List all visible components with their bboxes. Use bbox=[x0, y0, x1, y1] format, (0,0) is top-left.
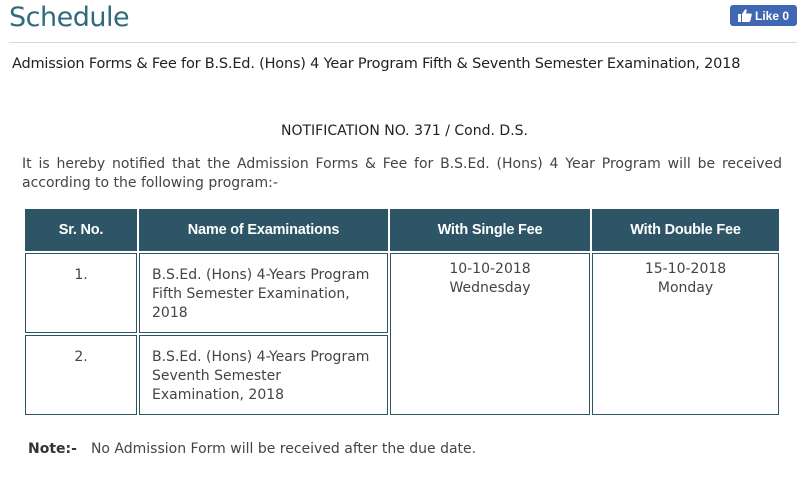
row-sr-no: 2. bbox=[25, 335, 137, 415]
page-subtitle: Admission Forms & Fee for B.S.Ed. (Hons) 4 Year Program Fifth & Seventh Semester Examination, 2018 bbox=[12, 56, 741, 72]
header-sr-no: Sr. No. bbox=[25, 209, 137, 251]
row-exam-name: B.S.Ed. (Hons) 4-Years Program Fifth Semester Examination, 2018 bbox=[139, 253, 388, 333]
note-label: Note:- bbox=[28, 441, 77, 457]
header-double-fee: With Double Fee bbox=[592, 209, 779, 251]
double-fee-cell bbox=[592, 253, 779, 415]
schedule-table bbox=[23, 207, 781, 417]
single-fee-date: 10-10-2018 bbox=[449, 261, 531, 277]
intro-paragraph: It is hereby notified that the Admission Forms & Fee for B.S.Ed. (Hons) 4 Year Program will be received according to the following program:- bbox=[22, 156, 782, 191]
header-single-fee: With Single Fee bbox=[390, 209, 590, 251]
like-count-label: Like 0 bbox=[754, 8, 790, 23]
single-fee-cell bbox=[390, 253, 590, 415]
single-fee-day: Wednesday bbox=[449, 280, 531, 296]
note bbox=[28, 441, 476, 457]
row-exam-name: B.S.Ed. (Hons) 4-Years Program Seventh Semester Examination, 2018 bbox=[139, 335, 388, 415]
page-title: Schedule bbox=[9, 2, 130, 33]
row-sr-no: 1. bbox=[25, 253, 137, 333]
thumbs-up-icon bbox=[738, 9, 752, 22]
double-fee-day: Monday bbox=[657, 280, 714, 296]
notification-number: NOTIFICATION NO. 371 / Cond. D.S. bbox=[281, 123, 528, 139]
double-fee-date: 15-10-2018 bbox=[644, 261, 727, 277]
table-row bbox=[25, 253, 779, 333]
table-header-row bbox=[25, 209, 779, 251]
header-divider bbox=[9, 42, 797, 43]
header-exam-name: Name of Examinations bbox=[139, 209, 388, 251]
note-text: No Admission Form will be received after the due date. bbox=[90, 441, 477, 457]
facebook-like-button[interactable] bbox=[730, 5, 797, 26]
